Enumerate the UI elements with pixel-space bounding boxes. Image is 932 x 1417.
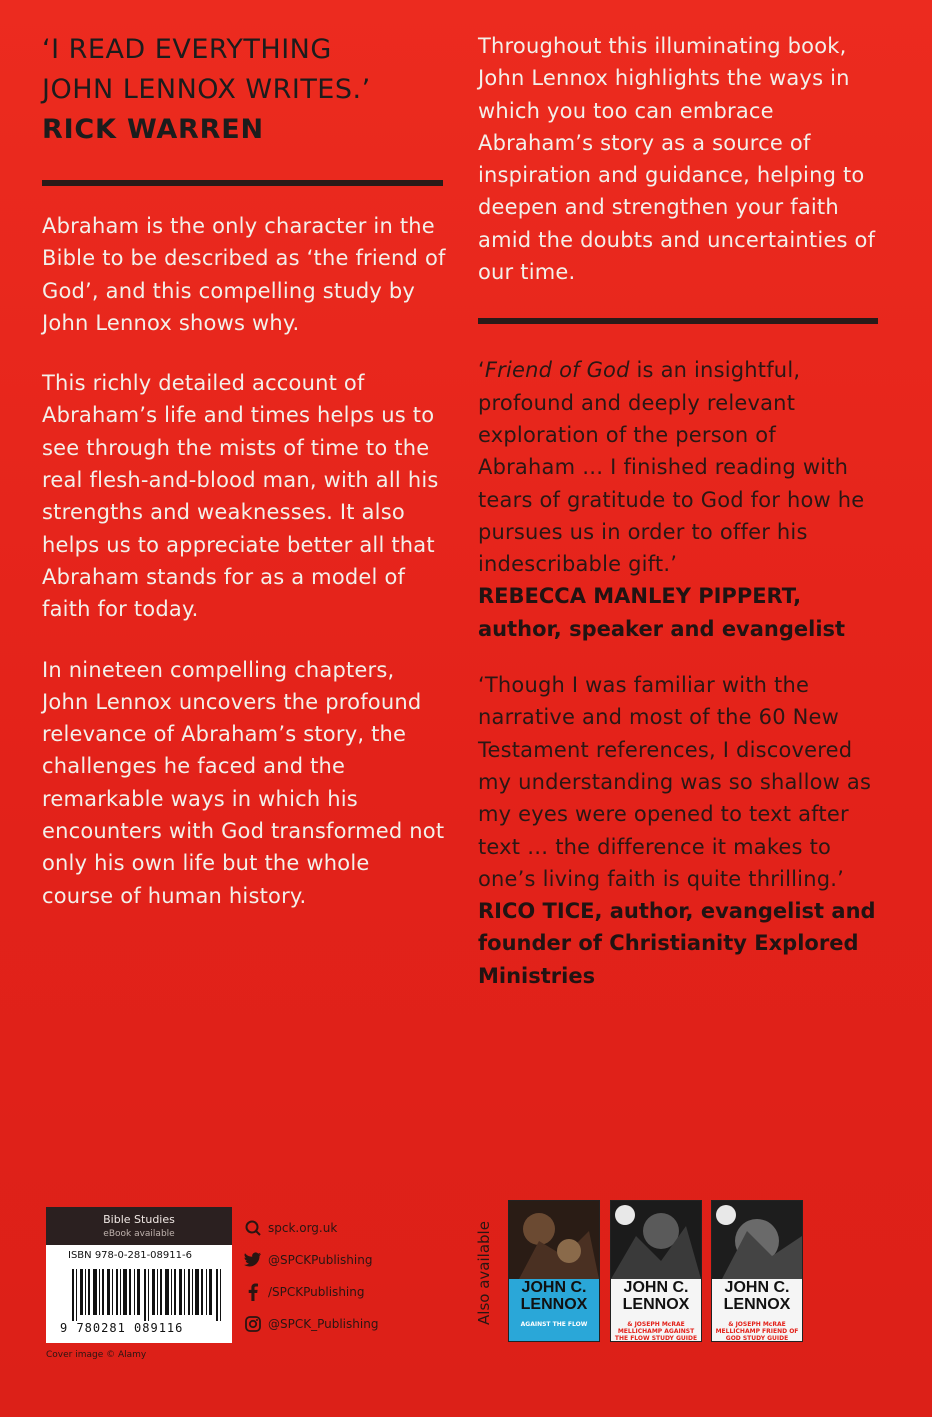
social-facebook[interactable] <box>244 1276 414 1308</box>
book-subtitle: & JOSEPH McRAE MELLICHAMP AGAINST THE FLOW STUDY GUIDE <box>614 1321 698 1342</box>
cover-art-image <box>611 1201 701 1279</box>
barcode-panel <box>46 1207 232 1343</box>
divider-rule <box>478 318 878 324</box>
blurb-paragraph-1: Abraham is the only character in the Bible to be described as ‘the friend of God’, and this compelling study by John Lennox shows why. <box>42 214 446 335</box>
cover-art-image <box>712 1201 802 1279</box>
book-author: JOHN C. LENNOX <box>520 1279 588 1313</box>
facebook-icon <box>244 1283 262 1301</box>
social-links <box>244 1212 414 1340</box>
social-twitter-text: @SPCKPublishing <box>268 1253 373 1267</box>
book-thumbnail-friend-of-god-study-guide[interactable] <box>711 1200 803 1342</box>
book-subtitle: AGAINST THE FLOW <box>520 1321 588 1328</box>
endorser-role: author, speaker and evangelist <box>478 616 846 641</box>
cover-art-image <box>509 1201 599 1279</box>
category-label: Bible Studies eBook available <box>46 1207 232 1245</box>
barcode-number: 9 780281 089116 <box>60 1321 184 1335</box>
left-column <box>42 30 447 912</box>
social-instagram[interactable] <box>244 1308 414 1340</box>
book-subtitle: & JOSEPH McRAE MELLICHAMP FRIEND OF GOD STUDY GUIDE <box>715 1321 799 1342</box>
cover-image-credit: Cover image © Alamy <box>46 1350 147 1360</box>
book-author: JOHN C. LENNOX <box>723 1279 791 1313</box>
also-available-label: Also available <box>475 1221 493 1325</box>
blurb-paragraph-4: Throughout this illuminating book, John Lennox highlights the ways in which you too can embrace Abraham’s story as a source of inspiration and guidance, helping to deepen and strengthen your faith amid the doubts and uncertainties of our time. <box>478 34 876 285</box>
endorsement-text: ‘Though I was familiar with the narrative and most of the 60 New Testament references, I discovered my understanding was so shallow as my eyes were opened to text after text … the difference it makes to one’s living faith is quite thrilling.’ <box>478 673 872 891</box>
social-twitter[interactable] <box>244 1244 414 1276</box>
social-facebook-text: /SPCKPublishing <box>268 1285 365 1299</box>
book-author: JOHN C. LENNOX <box>622 1279 690 1313</box>
headline-quote-line-1: ‘I READ EVERYTHING <box>42 34 332 65</box>
blurb-paragraph-2: This richly detailed account of Abraham’s life and times helps us to see through the mists of time to the real flesh-and-blood man, with all his strengths and weaknesses. It also helps us to appreciate better all that Abraham stands for as a model of faith for today. <box>42 371 439 622</box>
endorser-attribution: RICO TICE, author, evangelist and founder of Christianity Explored Ministries <box>478 899 876 988</box>
endorsement-text: ‘Friend of God is an insightful, profound and deeply relevant exploration of the person of Abraham … I finished reading with tears of gratitude to God for how he pursues us in order to offer his indescribable gift.’ <box>478 358 865 577</box>
endorser-name: REBECCA MANLEY PIPPERT, <box>478 584 802 609</box>
barcode-icon <box>72 1269 224 1321</box>
social-web[interactable] <box>244 1212 414 1244</box>
web-icon <box>244 1219 262 1237</box>
book-thumbnail-against-the-flow-study-guide[interactable] <box>610 1200 702 1342</box>
headline-quote-line-2: JOHN LENNOX WRITES.’ <box>42 74 371 105</box>
social-instagram-text: @SPCK_Publishing <box>268 1317 379 1331</box>
divider-rule <box>42 180 443 186</box>
isbn-text: ISBN 978-0-281-08911-6 <box>68 1250 192 1261</box>
headline-quote-attribution: RICK WARREN <box>42 114 264 145</box>
book-thumbnail-against-the-flow[interactable] <box>508 1200 600 1342</box>
endorsement-pippert <box>478 354 878 645</box>
endorsement-tice <box>478 669 878 992</box>
blurb-paragraph-3: In nineteen compelling chapters, John Lennox uncovers the profound relevance of Abraham’s story, the challenges he faced and the remarkable ways in which his encounters with God transformed not only his own life but the whole course of human history. <box>42 657 445 908</box>
social-web-text: spck.org.uk <box>268 1221 338 1235</box>
instagram-icon <box>244 1315 262 1333</box>
twitter-icon <box>244 1251 262 1269</box>
right-column <box>478 30 878 992</box>
book-title-italic: Friend of God <box>484 358 630 383</box>
